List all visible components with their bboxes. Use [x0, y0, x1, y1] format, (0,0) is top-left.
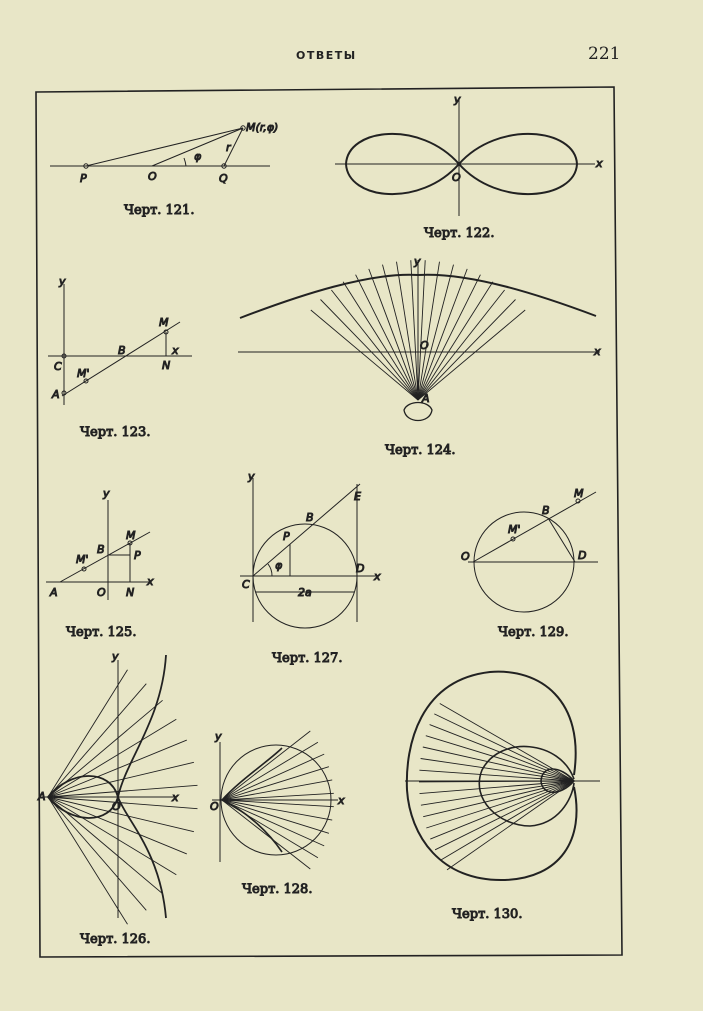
fig126-ray	[48, 670, 128, 797]
fig130-caption: Черт. 130.	[452, 907, 523, 922]
fig123-label-A: A	[52, 388, 60, 401]
fig123-label-M: M	[159, 316, 169, 329]
fig126-caption: Черт. 126.	[80, 932, 151, 947]
fig123-caption: Черт. 123.	[80, 425, 151, 440]
fig125-caption: Черт. 125.	[66, 625, 137, 640]
fig127-label-P: P	[283, 530, 290, 543]
fig127-label-D: D	[356, 562, 365, 575]
fig130-ray	[426, 781, 574, 828]
fig122-label-y: y	[454, 93, 461, 106]
fig129-label-M-prime: M'	[508, 523, 521, 536]
fig125-label-A: A	[50, 586, 58, 599]
fig123-label-N: N	[162, 359, 171, 372]
fig124-ray	[418, 300, 516, 401]
fig124-label-y: y	[414, 255, 421, 268]
fig130-ray	[447, 781, 574, 870]
fig127-label-phi: φ	[275, 559, 283, 572]
figure-125	[46, 487, 154, 640]
figure-129	[461, 487, 598, 640]
fig127-label-x: x	[374, 570, 381, 583]
fig124-label-x: x	[594, 345, 601, 358]
fig125-label-x: x	[147, 575, 154, 588]
figure-130	[405, 672, 600, 922]
fig124-ray	[418, 290, 505, 400]
fig126-ray	[48, 684, 146, 797]
fig122-label-O: O	[452, 171, 461, 184]
fig123-label-B: B	[118, 344, 126, 357]
figure-121	[50, 121, 278, 218]
fig124-label-O: O	[420, 339, 429, 352]
fig124-ray	[418, 310, 525, 400]
fig130-ray	[426, 736, 574, 781]
fig128-label-y: y	[215, 730, 222, 743]
fig124-ray	[321, 300, 419, 401]
fig121-label-P: P	[80, 172, 87, 185]
figure-128	[210, 730, 345, 897]
fig123-label-y: y	[59, 275, 66, 288]
fig125-label-P: P	[134, 549, 141, 562]
fig128-caption: Черт. 128.	[242, 882, 313, 897]
fig121-label-M: M(r,φ)	[246, 121, 279, 134]
fig123-label-M-prime: M'	[77, 367, 90, 380]
fig126-label-x: x	[172, 791, 179, 804]
fig129-label-D: D	[578, 549, 587, 562]
fig130-ray	[441, 781, 574, 860]
fig130-ray	[440, 704, 574, 782]
fig125-label-O: O	[97, 586, 106, 599]
fig121-label-O: O	[148, 170, 157, 183]
figure-124	[238, 255, 601, 458]
fig125-label-B: B	[97, 543, 105, 556]
fig124-label-A: A	[422, 392, 430, 405]
fig123-label-C: C	[54, 360, 62, 373]
fig127-caption: Черт. 127.	[272, 651, 343, 666]
fig126-ray	[48, 797, 146, 910]
figure-122	[335, 93, 603, 241]
fig124-ray	[311, 310, 418, 400]
fig121-label-phi: φ	[194, 150, 202, 163]
figure-123	[48, 275, 192, 440]
fig129-label-M: M	[574, 487, 584, 500]
fig125-label-N: N	[126, 586, 135, 599]
fig126-label-y: y	[112, 650, 119, 663]
fig121-caption: Черт. 121.	[124, 203, 195, 218]
fig128-ray	[222, 800, 310, 869]
fig121-label-r: r	[226, 141, 231, 154]
fig126-label-A: A	[38, 790, 46, 803]
fig129-label-O: O	[461, 550, 470, 563]
fig127-label-B: B	[306, 511, 314, 524]
fig124-ray	[331, 290, 418, 400]
figure-127	[240, 470, 381, 666]
page-number: 221	[588, 44, 621, 64]
fig124-caption: Черт. 124.	[385, 443, 456, 458]
fig127-label-C: C	[242, 578, 250, 591]
fig126-ray	[48, 797, 128, 924]
fig121-label-Q: Q	[219, 172, 228, 185]
figure-126	[37, 650, 198, 947]
fig130-ray	[435, 781, 574, 850]
fig125-label-M-prime: M'	[76, 553, 89, 566]
fig122-caption: Черт. 122.	[424, 226, 495, 241]
fig129-caption: Черт. 129.	[498, 625, 569, 640]
fig127-label-y: y	[248, 470, 255, 483]
fig125-label-y: y	[103, 487, 110, 500]
fig128-label-x: x	[338, 794, 345, 807]
fig128-ray	[222, 731, 310, 800]
fig122-label-x: x	[596, 157, 603, 170]
fig123-label-x: x	[172, 344, 179, 357]
fig127-label-E: E	[354, 490, 361, 503]
fig128-label-O: O	[210, 800, 219, 813]
running-head: ОТВЕТЫ	[296, 49, 357, 62]
fig129-label-B: B	[542, 504, 550, 517]
fig125-label-M: M	[126, 529, 136, 542]
fig126-label-O: O	[112, 800, 121, 813]
fig127-label-2a: 2a	[298, 586, 312, 599]
fig130-ray	[421, 781, 574, 805]
